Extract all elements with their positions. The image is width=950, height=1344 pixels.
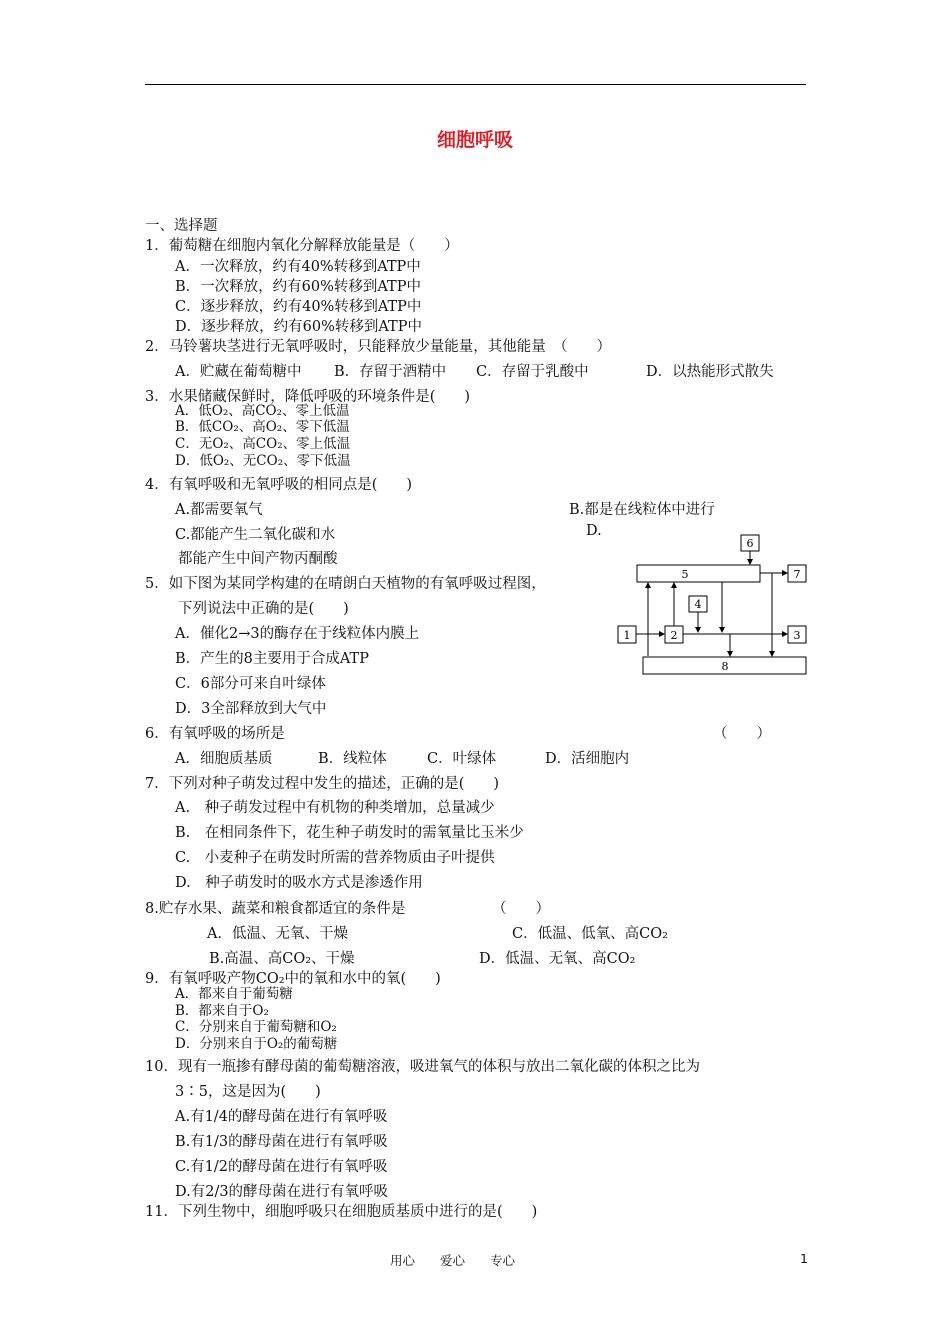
q6-option-d: D．活细胞内 xyxy=(545,751,630,767)
q10-option-d: D.有2/3的酵母菌在进行有氧呼吸 xyxy=(175,1184,389,1200)
q4-option-b: B.都是在线粒体中进行 xyxy=(569,502,715,518)
q9-option-b: B．都来自于O₂ xyxy=(175,1003,269,1019)
q9-stem: 9．有氧呼吸产物CO₂中的氧和水中的氧( ) xyxy=(145,971,441,987)
q4-option-c: C.都能产生二氧化碳和水 xyxy=(175,527,336,543)
q7-option-b: B. 在相同条件下，花生种子萌发时的需氧量比玉米少 xyxy=(175,825,524,841)
q8-option-a: A．低温、无氧、干燥 xyxy=(207,926,348,942)
q2-option-c: C．存留于乳酸中 xyxy=(476,364,589,380)
q10-stem-line2: 3∶5，这是因为( ) xyxy=(175,1084,321,1100)
q8-stem: 8.贮存水果、蔬菜和粮食都适宜的条件是 xyxy=(145,901,406,917)
q6-option-b: B．线粒体 xyxy=(318,751,387,767)
q3-option-a: A．低O₂、高CO₂、零上低温 xyxy=(175,403,350,419)
label-5: 5 xyxy=(681,568,689,581)
label-2: 2 xyxy=(670,629,678,642)
q1-option-c: C．逐步释放，约有40%转移到ATP中 xyxy=(175,299,422,315)
label-4: 4 xyxy=(694,598,702,611)
q8-paren: （ ） xyxy=(492,901,550,917)
q7-stem: 7．下列对种子萌发过程中发生的描述，正确的是( ) xyxy=(145,776,500,792)
q4-option-d-text: 都能产生中间产物丙酮酸 xyxy=(178,551,338,567)
page-title: 细胞呼吸 xyxy=(436,129,513,151)
q6-paren: （ ） xyxy=(713,726,771,742)
q3-option-b: B．低CO₂、高O₂、零下低温 xyxy=(175,419,350,435)
header-rule xyxy=(145,84,806,85)
q11-stem: 11．下列生物中，细胞呼吸只在细胞质基质中进行的是( ) xyxy=(145,1204,538,1220)
label-3: 3 xyxy=(793,629,801,642)
q4-option-d: D. xyxy=(586,523,602,539)
q10-option-c: C.有1/2的酵母菌在进行有氧呼吸 xyxy=(175,1159,388,1175)
q3-stem: 3．水果储藏保鲜时，降低呼吸的环境条件是( ) xyxy=(145,389,471,405)
q3-option-c: C．无O₂、高CO₂、零上低温 xyxy=(175,436,351,452)
q1-stem: 1．葡萄糖在细胞内氧化分解释放能量是（ ） xyxy=(145,238,459,254)
q7-option-c: C. 小麦种子在萌发时所需的营养物质由子叶提供 xyxy=(175,850,495,866)
q6-option-a: A．细胞质基质 xyxy=(175,751,273,767)
section-heading: 一、选择题 xyxy=(145,218,218,234)
q10-option-b: B.有1/3的酵母菌在进行有氧呼吸 xyxy=(175,1134,388,1150)
q8-option-d: D．低温、无氧、高CO₂ xyxy=(479,951,636,967)
q6-option-c: C．叶绿体 xyxy=(427,751,497,767)
box-5 xyxy=(637,565,760,582)
q4-stem: 4．有氧呼吸和无氧呼吸的相同点是( ) xyxy=(145,477,413,493)
q4-option-a: A.都需要氧气 xyxy=(175,502,263,518)
q5-option-b: B．产生的8主要用于合成ATP xyxy=(175,651,369,667)
q9-option-c: C．分别来自于葡萄糖和O₂ xyxy=(175,1019,337,1035)
label-7: 7 xyxy=(793,568,801,581)
label-6: 6 xyxy=(746,537,754,550)
label-8: 8 xyxy=(721,660,729,673)
q2-option-d: D．以热能形式散失 xyxy=(646,364,774,380)
q2-stem: 2．马铃薯块茎进行无氧呼吸时，只能释放少量能量，其他能量 （ ） xyxy=(145,339,611,355)
q7-option-d: D. 种子萌发时的吸水方式是渗透作用 xyxy=(175,875,423,891)
page-number: 1 xyxy=(800,1251,808,1266)
respiration-diagram xyxy=(610,528,815,678)
q7-option-a: A. 种子萌发过程中有机物的种类增加，总量减少 xyxy=(175,800,495,816)
q9-option-d: D．分别来自于O₂的葡萄糖 xyxy=(175,1036,338,1052)
q3-option-d: D．低O₂、无CO₂、零下低温 xyxy=(175,453,351,469)
footer-text: 用心 爱心 专心 xyxy=(390,1253,516,1268)
q1-option-b: B．一次释放，约有60%转移到ATP中 xyxy=(175,279,421,295)
q5-option-c: C．6部分可来自叶绿体 xyxy=(175,676,326,692)
q9-option-a: A．都来自于葡萄糖 xyxy=(175,986,293,1002)
q5-option-d: D．3全部释放到大气中 xyxy=(175,701,327,717)
label-1: 1 xyxy=(623,629,631,642)
q8-option-b: B.高温、高CO₂、干燥 xyxy=(209,951,355,967)
q1-option-a: A．一次释放，约有40%转移到ATP中 xyxy=(175,259,421,275)
q8-option-c: C．低温、低氧、高CO₂ xyxy=(512,926,668,942)
q10-option-a: A.有1/4的酵母菌在进行有氧呼吸 xyxy=(175,1109,388,1125)
q5-option-a: A．催化2→3的酶存在于线粒体内膜上 xyxy=(175,626,420,642)
q1-option-d: D．逐步释放，约有60%转移到ATP中 xyxy=(175,319,422,335)
q10-stem: 10．现有一瓶掺有酵母菌的葡萄糖溶液，吸进氧气的体积与放出二氧化碳的体积之比为 xyxy=(145,1059,700,1075)
q5-stem-line2: 下列说法中正确的是( ) xyxy=(178,601,349,617)
q5-stem: 5．如下图为某同学构建的在晴朗白天植物的有氧呼吸过程图， xyxy=(145,576,546,592)
q6-stem: 6．有氧呼吸的场所是 xyxy=(145,726,285,742)
q2-option-a: A．贮藏在葡萄糖中 xyxy=(175,364,302,380)
q2-option-b: B．存留于酒精中 xyxy=(334,364,447,380)
